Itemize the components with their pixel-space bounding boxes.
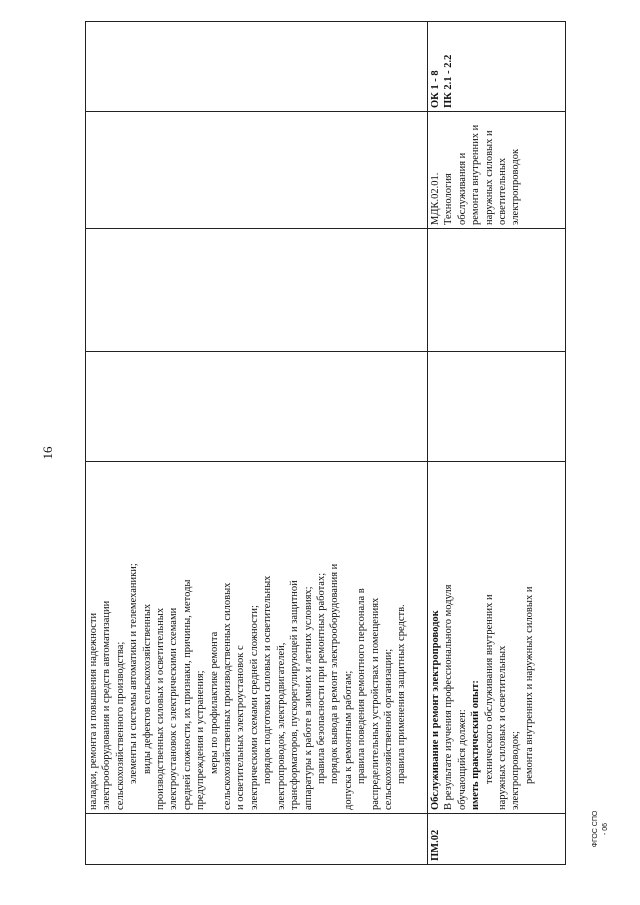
competence-table	[85, 21, 566, 865]
content-line: предупреждения и устранения;	[195, 670, 207, 810]
mdk-line: Технология	[443, 173, 455, 225]
module-mdk-cell	[428, 112, 566, 229]
row1-code-cell	[86, 814, 428, 865]
content-line: правила поведения ремонтного персонала в	[356, 588, 368, 784]
content-line: сельскохозяйственных производственных силовых	[222, 582, 234, 810]
mdk-line: наружных силовых и	[483, 130, 495, 225]
module-code-cell	[428, 814, 566, 865]
content-line: и осветительных электроустановок с	[235, 645, 247, 810]
footer-code: ФГОС СПО - 06	[592, 810, 609, 848]
row1-empty-cell-a	[86, 352, 428, 462]
mdk-line: ремонта внутренних и	[470, 124, 482, 225]
content-line: иметь практический опыт:	[470, 680, 482, 810]
content-line: порядок подготовки силовых и осветительных	[262, 575, 274, 784]
content-line: правила безопасности при ремонтных работах;	[315, 572, 327, 784]
content-line: электроустановок с электрическими схемами	[168, 607, 180, 810]
row1-competence-cell	[86, 22, 428, 112]
module-code: ПМ.02	[430, 829, 441, 861]
row1-content-cell	[86, 462, 428, 814]
content-line: технического обслуживания внутренних и	[483, 594, 495, 784]
content-line: виды дефектов сельскохозяйственных	[141, 603, 153, 774]
content-line: аппаратуры к работе в зимних и летних условиях;	[302, 586, 314, 810]
content-line: средней сложности, их признаки, причины, методы	[181, 579, 193, 810]
content-line: элементы и системы автоматики и телемеханики;	[128, 563, 140, 784]
table-row	[86, 22, 428, 865]
module-competence-cell	[428, 22, 566, 112]
content-line: правила применения защитных средств.	[396, 604, 408, 784]
table-row	[428, 22, 566, 865]
row1-mdk-cell	[86, 112, 428, 229]
content-line: производственных силовых и осветительных	[155, 607, 167, 810]
content-line: электропроводок, электродвигателей,	[275, 642, 287, 810]
content-line: допуска к ремонтным работам;	[342, 670, 354, 810]
content-line: меры по профилактике ремонта	[208, 631, 220, 774]
page-number: 16	[40, 446, 55, 460]
competence-professional: ПК 2.1 - 2.2	[443, 54, 455, 108]
mdk-line: МДК.02.01.	[430, 172, 441, 225]
competence-general: ОК 1 - 8	[430, 70, 441, 108]
content-line: обучающийся должен:	[456, 709, 468, 810]
mdk-line: электропроводок	[510, 148, 522, 225]
content-line: электрическими схемами средней сложности;	[248, 605, 260, 810]
mdk-line: осветительных	[497, 157, 509, 225]
content-line: сельскохозяйственной организации;	[382, 648, 394, 810]
row1-empty-cell-b	[86, 229, 428, 352]
module-content-cell	[428, 462, 566, 814]
content-line: электропроводок;	[510, 731, 522, 810]
content-line: наладки, ремонта и повышения надежности	[88, 612, 99, 810]
mdk-line: обслуживания и	[456, 152, 468, 225]
module-title: Обслуживание и ремонт электропроводок	[430, 610, 441, 810]
content-line: ремонта внутренних и наружных силовых и	[523, 586, 535, 784]
module-empty-cell-a	[428, 352, 566, 462]
content-line: порядок вывода в ремонт электрооборудования и	[329, 563, 341, 784]
content-line: распределительных устройствах и помещениях	[369, 597, 381, 810]
content-line: трансформаторов, пускорегулирующей и защитной	[289, 580, 301, 810]
rotated-table-sheet	[85, 22, 565, 865]
content-line: сельскохозяйственного производства;	[114, 641, 126, 810]
module-empty-cell-b	[428, 229, 566, 352]
content-line: В результате изучения профессионального модуля	[443, 584, 455, 810]
content-line: наружных силовых и осветительных	[497, 645, 509, 810]
content-line: электрооборудования и средств автоматизации	[101, 600, 113, 810]
